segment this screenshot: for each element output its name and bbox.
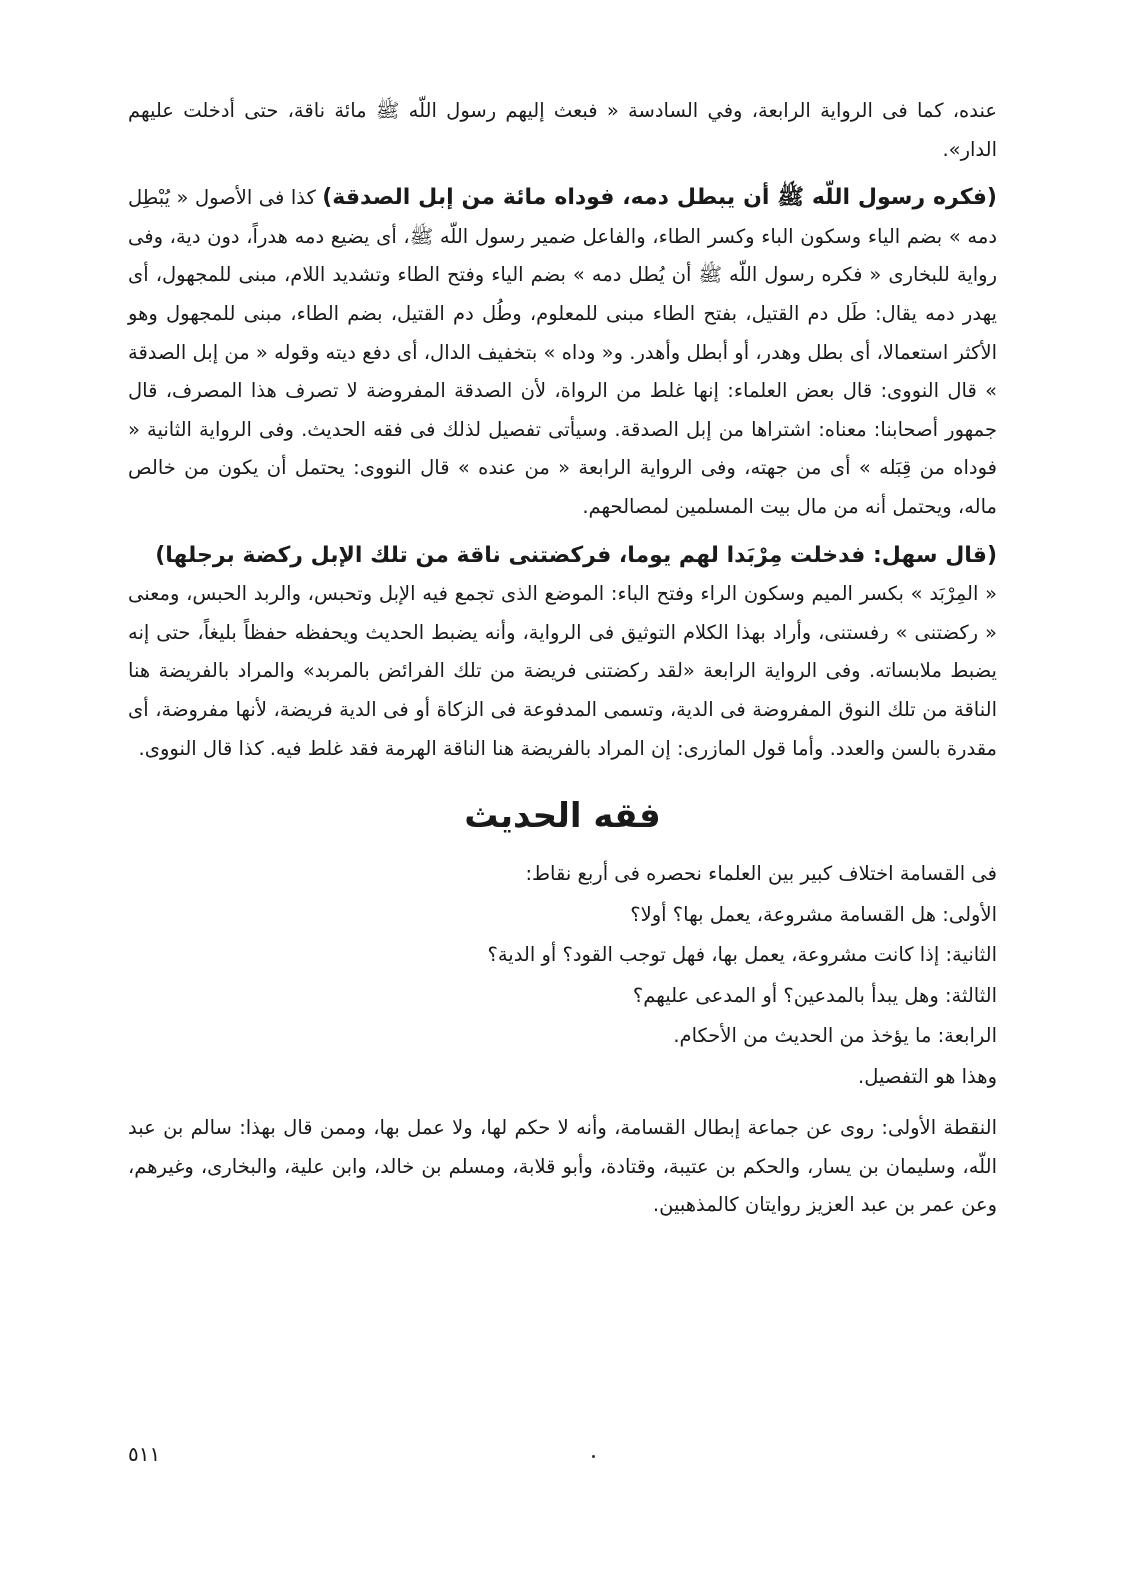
speck: [592, 1455, 595, 1458]
commentary-paragraph-1: [128, 179, 997, 526]
commentary-text-2: « المِرْبَد » بكسر الميم وسكون الراء وفتح الباء: الموضع الذى تجمع فيه الإبل وتحبس، والربد الحبس، ومعنى « ركضتنى » رفستنى، وأراد بهذا الكلام التوثيق فى الرواية، وأنه يضبط الحديث ويحفظه حفظاً بليغاً، حتى إنه يضبط ملابساته. وفى الرواية الرابعة «لقد ركضتنى فريضة من تلك الفرائض بالمربد» والمراد بالفريضة هنا الناقة من تلك النوق المفروضة فى الدية، وتسمى المدفوعة فى الزكاة أو فى الدية فريضة، لأنها مفروضة، أى مقدرة بالسن والعدد. وأما قول المازرى: إن المراد بالفريضة هنا الناقة الهرمة فقد غلط فيه. كذا قال النووى.: [128, 582, 997, 760]
commentary-text-1: كذا فى الأصول « يُبْطِل دمه » بضم الياء وسكون الباء وكسر الطاء، والفاعل ضمير رسول اللّه ﷺ، أى يضيع دمه هدراً، دون دية، وفى رواية للبخارى « فكره رسول اللّه ﷺ أن يُطل دمه » بضم الياء وفتح الطاء وتشديد اللام، مبنى للمجهول، أى يهدر دمه يقال: طَل دم القتيل، بفتح الطاء مبنى للمعلوم، وطُل دم القتيل، بضم الطاء، مبنى للمجهول وهو الأكثر استعمالا، أى بطل وهدر، أو أبطل وأهدر. و« وداه » بتخفيف الدال، أى دفع ديته وقوله « من إبل الصدقة » قال النووى: قال بعض العلماء: إنها غلط من الرواة، لأن الصدقة المفروضة لا تصرف هذا المصرف، قال جمهور أصحابنا: معناه: اشتراها من إبل الصدقة. وسيأتى تفصيل لذلك فى فقه الحديث. وفى الرواية الثانية « فوداه من قِبَله » أى من جهته، وفى الرواية الرابعة « من عنده » قال النووى: يحتمل أن يكون من خالص ماله، ويحتمل أنه من مال بيت المسلمين لمصالحهم.: [128, 186, 997, 518]
list-item: وهذا هو التفصيل.: [858, 1064, 997, 1088]
top-paragraph: عنده، كما فى الرواية الرابعة، وفي السادسة « فبعث إليهم رسول اللّه ﷺ مائة ناقة، حتى أدخلت عليهم الدار».: [128, 99, 997, 161]
lemma-1: (فكره رسول اللّه ﷺ أن يبطل دمه، فوداه مائة من إبل الصدقة): [322, 185, 997, 211]
lemma-2: (قال سهل: فدخلت مِرْبَدا لهم يوما، فركضتنى ناقة من تلك الإبل ركضة برجلها): [155, 542, 997, 568]
list-item: فى القسامة اختلاف كبير بين العلماء نحصره فى أربع نقاط:: [525, 862, 997, 886]
points-list: [128, 854, 997, 1097]
section-title: فقه الحديث: [464, 796, 661, 837]
commentary-paragraph-2: [128, 537, 997, 769]
list-item: الثالثة: وهل يبدأ بالمدعين؟ أو المدعى عليهم؟: [632, 983, 997, 1007]
list-item: الثانية: إذا كانت مشروعة، يعمل بها، فهل توجب القود؟ أو الدية؟: [487, 943, 997, 967]
final-paragraph: النقطة الأولى: روى عن جماعة إبطال القسامة، وأنه لا حكم لها، ولا عمل بها، وممن قال بهذا: سالم بن عبد اللّه، وسليمان بن يسار، والحكم بن عتيبة، وقتادة، وأبو قلابة، ومسلم بن خالد، وابن علية، والبخارى، وغيرهم، وعن عمر بن عبد العزيز روايتان كالمذهبين.: [128, 1116, 997, 1217]
list-item: الأولى: هل القسامة مشروعة، يعمل بها؟ أولا؟: [630, 902, 997, 926]
list-item: الرابعة: ما يؤخذ من الحديث من الأحكام.: [673, 1024, 997, 1048]
page-number: ٥١١: [128, 1442, 161, 1466]
